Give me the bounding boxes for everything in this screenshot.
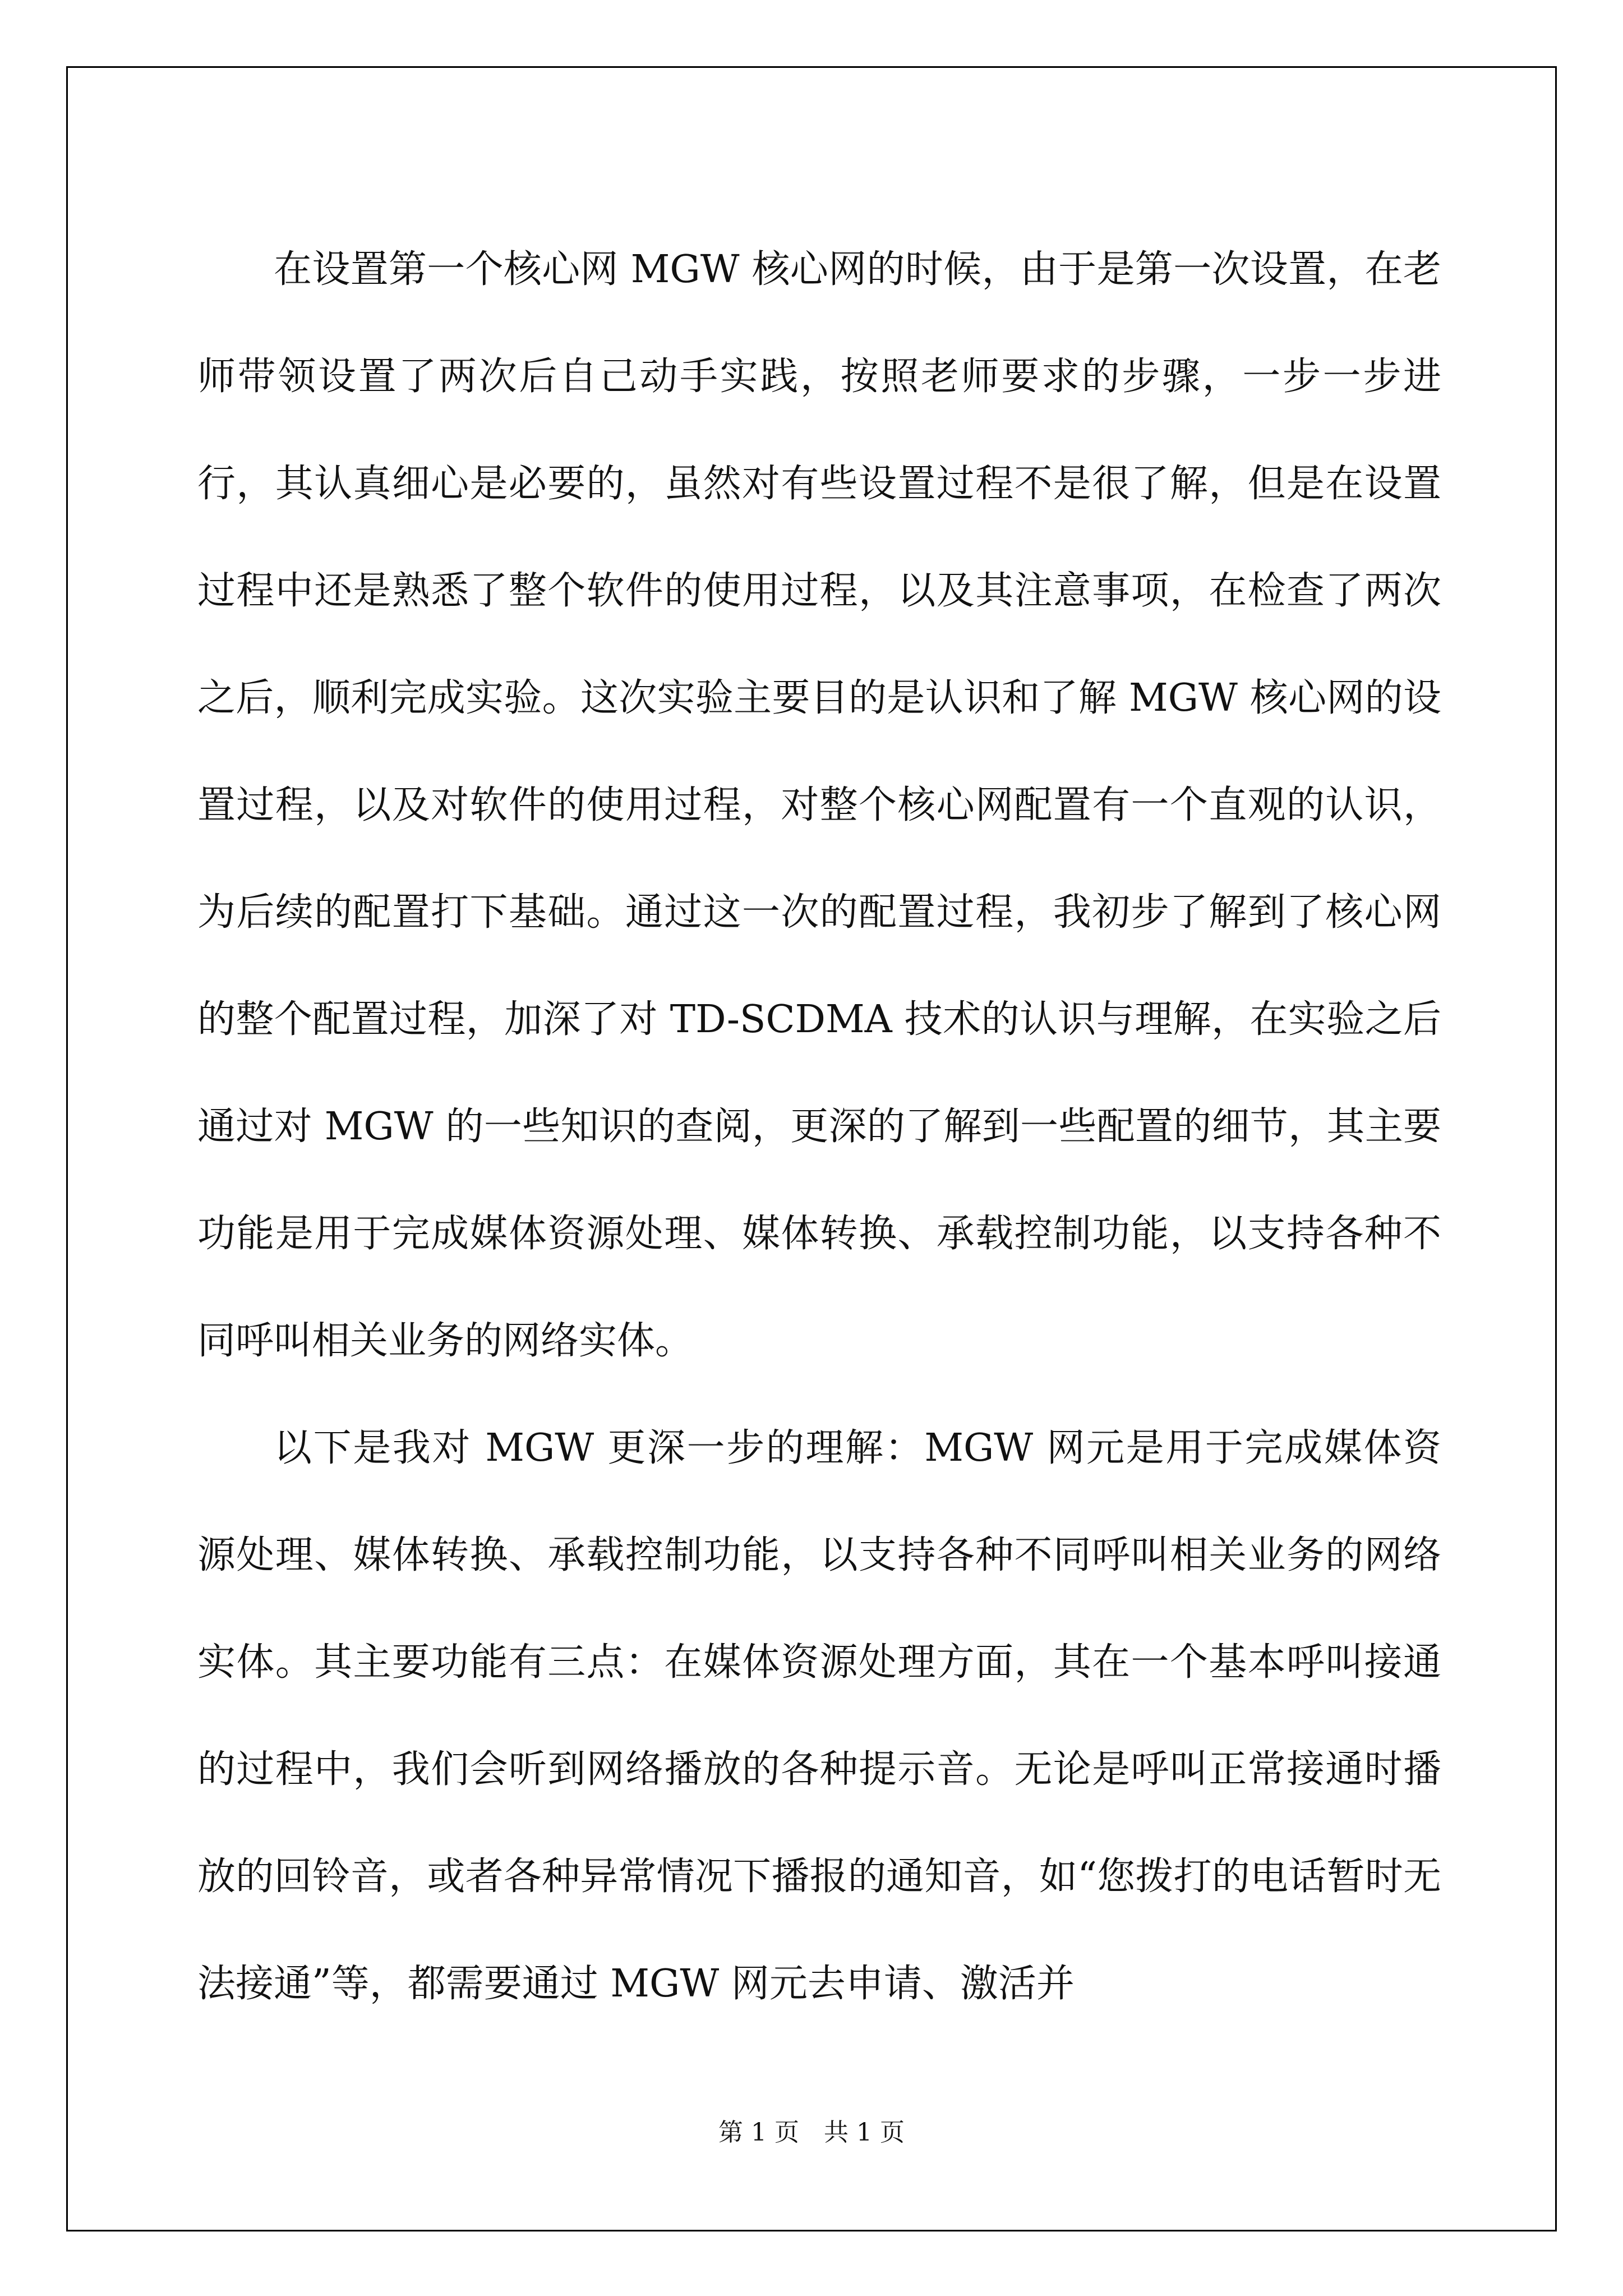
document-body bbox=[197, 216, 1441, 2037]
paragraph-2: 以下是我对 MGW 更深一步的理解：MGW 网元是用于完成媒体资源处理、媒体转换、承载控制功能，以支持各种不同呼叫相关业务的网络实体。其主要功能有三点：在媒体资源处理方面，其在一个基本呼叫接通的过程中，我们会听到网络播放的各种提示音。无论是呼叫正常接通时播放的回铃音，或者各种异常情况下播报的通知音，如“您拨打的电话暂时无法接通”等，都需要通过 MGW 网元去申请、激活并 bbox=[197, 1426, 1441, 2006]
page-footer: 第 1 页 共 1 页 bbox=[718, 2118, 905, 2147]
paragraph-1: 在设置第一个核心网 MGW 核心网的时候，由于是第一次设置，在老师带领设置了两次后自己动手实践，按照老师要求的步骤，一步一步进行，其认真细心是必要的，虽然对有些设置过程不是很了解，但是在设置过程中还是熟悉了整个软件的使用过程，以及其注意事项，在检查了两次之后，顺利完成实验。这次实验主要目的是认识和了解 MGW 核心网的设置过程，以及对软件的使用过程，对整个核心网配置有一个直观的认识，为后续的配置打下基础。通过这一次的配置过程，我初步了解到了核心网的整个配置过程，加深了对 TD-SCDMA 技术的认识与理解，在实验之后通过对 MGW 的一些知识的查阅，更深的了解到一些配置的细节，其主要功能是用于完成媒体资源处理、媒体转换、承载控制功能，以支持各种不同呼叫相关业务的网络实体。 bbox=[197, 247, 1441, 1363]
